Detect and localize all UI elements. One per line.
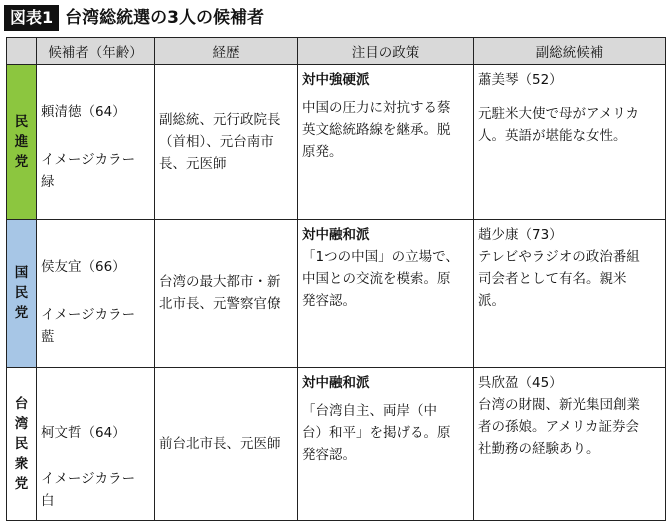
party-char: 党: [14, 153, 29, 170]
career-line: 前台北市長、元医師: [159, 436, 281, 453]
career-cell: [155, 368, 298, 521]
policy-line: 中国との交流を模索。原: [302, 270, 451, 287]
party-char: 衆: [14, 456, 29, 473]
policy-heading: 対中融和派: [302, 226, 370, 243]
candidate-name: 侯友宜（66）: [41, 258, 126, 275]
vp-line: 人。英語が堪能な女性。: [478, 128, 627, 144]
table-row: [7, 368, 666, 521]
policy-line: 「1つの中国」の立場で、: [302, 248, 459, 265]
vp-name: 趙少康（73）: [478, 226, 563, 243]
vp-cell: [474, 368, 666, 521]
vp-cell: [474, 65, 666, 220]
policy-line: 英文総統路線を継承。脱: [302, 122, 451, 138]
candidates-table: [6, 37, 666, 521]
vp-line: 台湾の財閥、新光集団創業: [478, 397, 640, 414]
header-policy: 注目の政策: [298, 38, 474, 65]
candidate-cell: [37, 219, 155, 368]
policy-cell: [298, 368, 474, 521]
policy-line: 発容認。: [302, 292, 356, 309]
career-line: 北市長、元警察官僚: [159, 296, 281, 313]
party-char: 台: [14, 396, 29, 413]
career-cell: [155, 219, 298, 368]
vp-line: 派。: [478, 292, 505, 309]
career-line: （首相）、元台南市: [159, 133, 274, 150]
party-char: 民: [14, 113, 29, 130]
vp-line: 社勤務の経験あり。: [478, 441, 600, 458]
vp-name: 蕭美琴（52）: [478, 72, 563, 88]
party-char: 進: [14, 133, 29, 150]
party-char: 民: [14, 285, 29, 302]
figure-title-row: [4, 4, 264, 32]
policy-line: 原発。: [302, 144, 343, 160]
party-char: 国: [14, 265, 29, 282]
image-color: 白: [41, 493, 55, 510]
vp-cell: [474, 219, 666, 368]
image-color: 藍: [41, 328, 55, 345]
policy-heading: 対中融和派: [302, 375, 370, 392]
vp-name: 呉欣盈（45）: [478, 375, 563, 392]
policy-line: 中国の圧力に対抗する蔡: [302, 100, 451, 116]
party-char: 党: [14, 305, 29, 322]
image-color-label: イメージカラー: [41, 152, 136, 168]
vp-line: 元駐米大使で母がアメリカ: [478, 106, 640, 122]
candidate-name: 柯文哲（64）: [41, 425, 126, 442]
header-vp: 副総統候補: [474, 38, 666, 65]
policy-heading: 対中強硬派: [302, 72, 370, 88]
candidate-cell: [37, 368, 155, 521]
party-cell-kmt: [7, 219, 37, 368]
party-char: 湾: [14, 416, 29, 433]
image-color: 緑: [41, 174, 55, 190]
table-row: [7, 65, 666, 220]
table-header-row: [7, 38, 666, 65]
policy-line: 発容認。: [302, 447, 356, 464]
career-line: 副総統、元行政院長: [159, 111, 281, 128]
policy-cell: [298, 65, 474, 220]
vp-line: テレビやラジオの政治番組: [478, 248, 640, 265]
career-line: 長、元医師: [159, 155, 227, 172]
image-color-label: イメージカラー: [41, 471, 136, 488]
candidate-name: 頼清徳（64）: [41, 104, 126, 120]
header-career: 経歴: [155, 38, 298, 65]
table-row: [7, 219, 666, 368]
figure-label: 図表1: [4, 5, 59, 31]
party-cell-tpp: [7, 368, 37, 521]
policy-line: 台）和平」を掲げる。原: [302, 425, 451, 442]
candidate-cell: [37, 65, 155, 220]
figure-title: 台湾総統選の3人の候補者: [65, 8, 264, 28]
header-party: [7, 38, 37, 65]
party-cell-dpp: [7, 65, 37, 220]
header-candidate: 候補者（年齢）: [37, 38, 155, 65]
career-line: 台湾の最大都市・新: [159, 274, 281, 291]
career-cell: [155, 65, 298, 220]
party-char: 民: [14, 436, 29, 453]
image-color-label: イメージカラー: [41, 306, 136, 323]
policy-line: 「台湾自主、両岸（中: [302, 403, 437, 420]
party-char: 党: [14, 476, 29, 493]
policy-cell: [298, 219, 474, 368]
vp-line: 司会者として有名。親米: [478, 270, 627, 287]
vp-line: 者の孫娘。アメリカ証券会: [478, 419, 640, 436]
